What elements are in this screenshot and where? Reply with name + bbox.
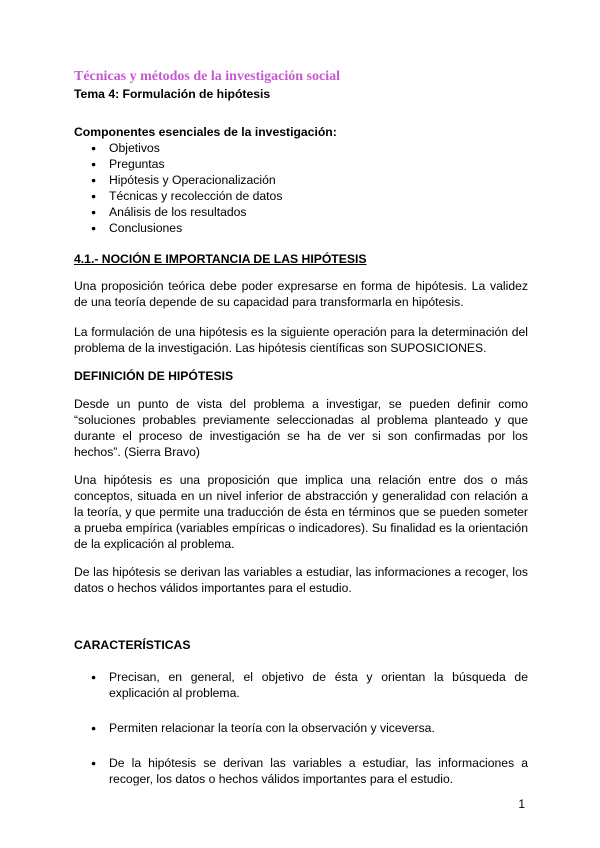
paragraph: Una hipótesis es una proposición que implica una relación entre dos o más conceptos, situada en un nivel inferior de abstracción y generalidad con relación a la teoría, y que permite una traducción de ésta en términos que se pueden someter a prueba empírica (variables empíricas o indicadores). Su finalidad es la orientación de la explicación al problema. <box>74 473 528 551</box>
topic-title: Tema 4: Formulación de hipótesis <box>74 87 271 101</box>
paragraph: La formulación de una hipótesis es la siguiente operación para la determinación del problema de la investigación. Las hipótesis científicas son SUPOSICIONES. <box>74 325 528 355</box>
components-title: Componentes esenciales de la investigación: <box>74 125 337 139</box>
paragraph: De las hipótesis se derivan las variables a estudiar, las informaciones a recoger, los datos o hechos válidos importantes para el estudio. <box>74 565 528 595</box>
section-heading: 4.1.- NOCIÓN E IMPORTANCIA DE LAS HIPÓTESIS <box>74 252 367 266</box>
list-item: ● Objetivos <box>74 140 528 156</box>
list-item: ● Conclusiones <box>74 220 528 236</box>
components-list <box>74 140 528 236</box>
list-item: ● Análisis de los resultados <box>74 204 528 220</box>
document-page <box>74 68 528 787</box>
page-number: 1 <box>518 797 525 811</box>
list-item: ● Hipótesis y Operacionalización <box>74 172 528 188</box>
paragraph: Desde un punto de vista del problema a investigar, se pueden definir como “soluciones probables previamente seleccionadas al problema planteado y que durante el proceso de investigación se ha de ver si son confirmadas por los hechos”. (Sierra Bravo) <box>74 397 528 459</box>
characteristics-list <box>74 669 528 787</box>
list-item: ● Técnicas y recolección de datos <box>74 188 528 204</box>
course-title: Técnicas y métodos de la investigación social <box>74 69 340 84</box>
list-item: ● Precisan, en general, el objetivo de ésta y orientan la búsqueda de explicación al problema. <box>74 669 528 701</box>
list-item: ● De la hipótesis se derivan las variables a estudiar, las informaciones a recoger, los datos o hechos válidos importantes para el estudio. <box>74 755 528 787</box>
definition-heading: DEFINICIÓN DE HIPÓTESIS <box>74 369 234 383</box>
list-item: ● Preguntas <box>74 156 528 172</box>
list-item: ● Permiten relacionar la teoría con la observación y viceversa. <box>74 720 528 736</box>
paragraph: Una proposición teórica debe poder expresarse en forma de hipótesis. La validez de una teoría depende de su capacidad para transformarla en hipótesis. <box>74 279 528 309</box>
characteristics-heading: CARACTERÍSTICAS <box>74 638 191 652</box>
